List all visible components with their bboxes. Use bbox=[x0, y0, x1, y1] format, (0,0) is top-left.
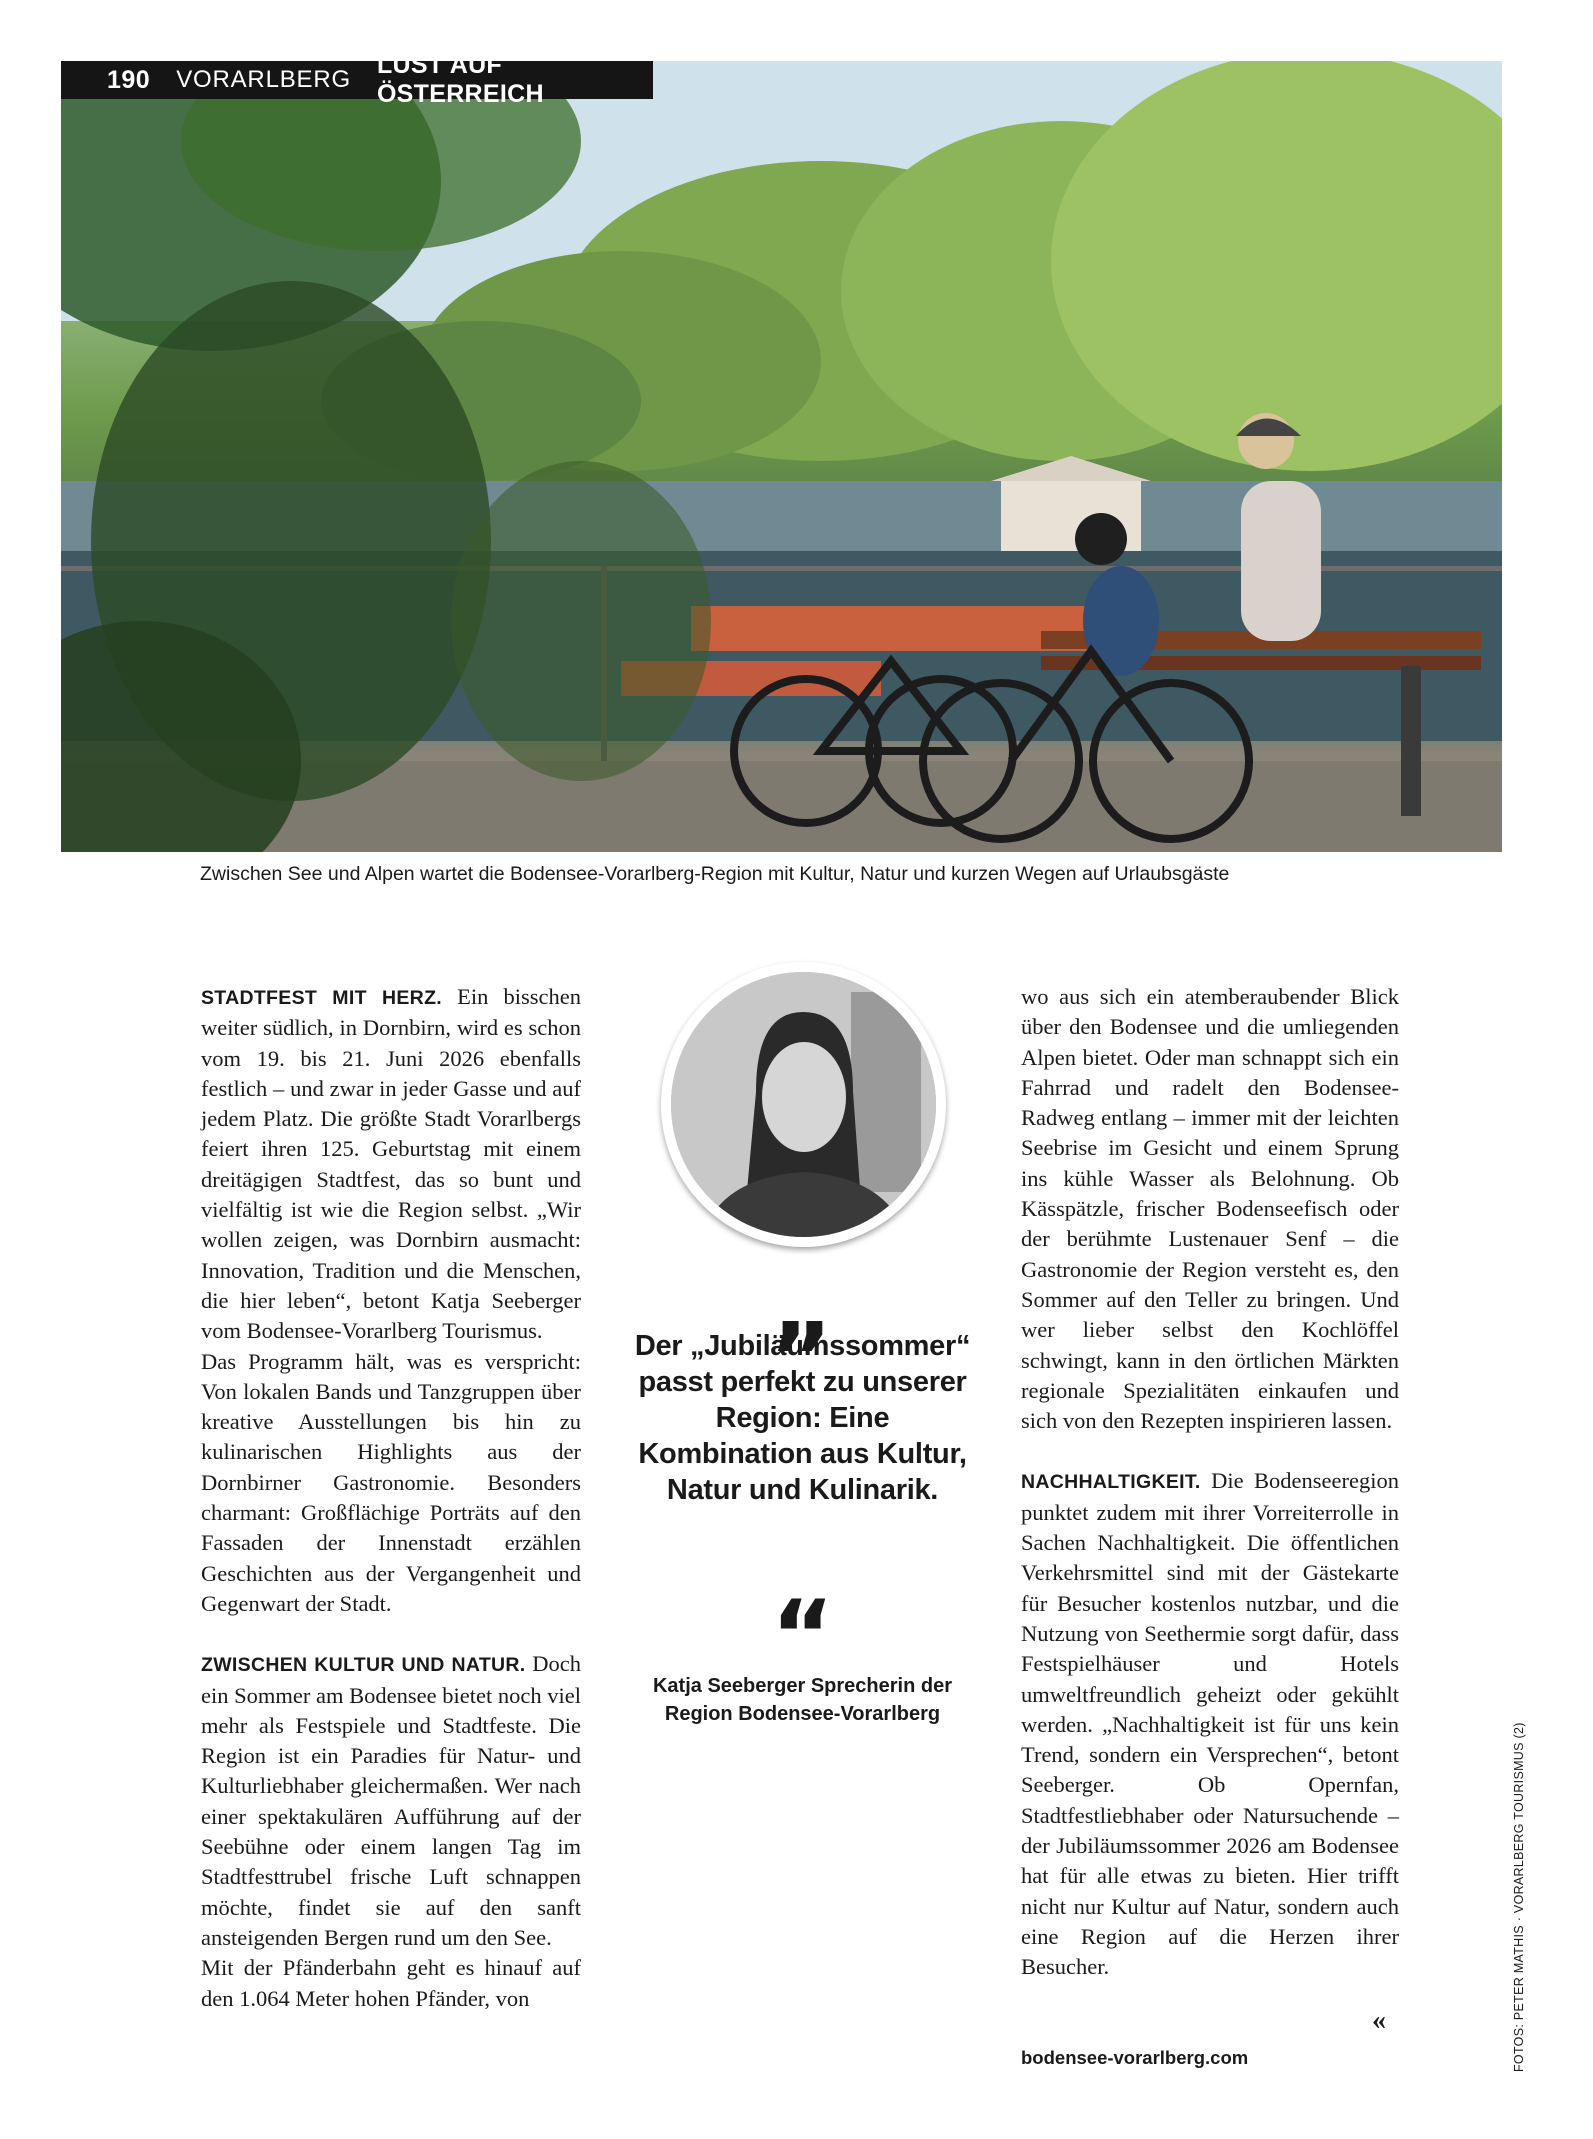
photo-credit: FOTOS: PETER MATHIS · VORARLBERG TOURISMUS (2) bbox=[1512, 1722, 1526, 2072]
paragraph bbox=[1021, 982, 1399, 1436]
photo-caption: Zwischen See und Alpen wartet die Bodensee-Vorarlberg-Region mit Kultur, Natur und kurzen Wegen auf Urlaubsgäste bbox=[200, 863, 1230, 885]
paragraph bbox=[1021, 1466, 1399, 1982]
paragraph-text: Doch ein Sommer am Bodensee bietet noch viel mehr als Festspiele und Stadtfeste. Die Region ist ein Paradies für Natur- und Kulturliebhaber gleichermaßen. Wer nach einer spektakulären Aufführung auf der Seebühne oder einem langen Tag im Stadtfesttrubel frische Luft schnappen möchte, findet sie auf den sanft ansteigenden Bergen rund um den See. bbox=[201, 1651, 581, 1950]
paragraph-lead: ZWISCHEN KULTUR UND NATUR. bbox=[201, 1654, 526, 1677]
portrait-illustration bbox=[671, 972, 936, 1237]
paragraph-text: Die Bodenseeregion punktet zudem mit ihrer Vorreiterrolle in Sachen Nachhaltigkeit. Die öffentlichen Verkehrsmittel sind mit der Gästekarte für Besucher kostenlos nutzbar, und die Nutzung von Seethermie sorgt dafür, dass Festspielhäuser und Hotels umweltfreundlich geheizt oder gekühlt werden. „Nachhaltigkeit ist für uns kein Trend, sondern ein Versprechen“, betont Seeberger. Ob Opernfan, Stadtfestliebhaber oder Natursuchende – der Jubiläumssommer 2026 am Bodensee hat für alle etwas zu bieten. Hier trifft nicht nur Kultur auf Natur, sondern auch eine Region auf die Herzen ihrer Besucher. bbox=[1021, 1468, 1399, 1980]
paragraph bbox=[201, 982, 581, 1347]
portrait-frame bbox=[661, 962, 946, 1247]
section-name: VORARLBERG bbox=[176, 66, 351, 93]
page-number: 190 bbox=[107, 65, 151, 94]
article-end-mark: « bbox=[1372, 2005, 1386, 2036]
paragraph bbox=[201, 1347, 581, 1620]
paragraph-text: Das Programm hält, was es verspricht: Von lokalen Bands und Tanzgruppen über kreative Ausstellungen bis hin zu kulinarischen Highlights aus der Dornbirner Gastronomie. Besonders charmant: Großflächige Porträts auf den Fassaden der Innenstadt erzählen Geschichten aus der Vergangenheit und Gegenwart der Stadt. bbox=[201, 1348, 581, 1616]
paragraph bbox=[201, 1953, 581, 2014]
article-left-column bbox=[201, 982, 581, 2014]
quote-close-mark: “ bbox=[770, 1580, 835, 1692]
quote-open-mark: „ bbox=[770, 1250, 835, 1362]
magazine-title: LUST AUF ÖSTERREICH bbox=[376, 51, 544, 108]
paragraph-text: Ein bisschen weiter südlich, in Dornbirn, wird es schon vom 19. bis 21. Juni 2026 ebenfalls festlich – und zwar in jeder Gasse und auf jedem Platz. Die größte Stadt Vorarlbergs feiert ihren 125. Geburtstag mit einem dreitägigen Stadtfest, das so bunt und vielfältig ist wie die Region selbst. „Wir wollen zeigen, was Dornbirn ausmacht: Innovation, Tradition und die Menschen, die hier leben“, betont Katja Seeberger vom Bodensee-Vorarlberg Tourismus. bbox=[201, 984, 581, 1344]
paragraph-lead: NACHHALTIGKEIT. bbox=[1021, 1471, 1201, 1494]
paragraph bbox=[201, 1649, 581, 1953]
hero-photo-illustration bbox=[61, 61, 1502, 852]
hero-photo bbox=[61, 61, 1502, 852]
page-header bbox=[61, 51, 653, 108]
portrait-photo bbox=[671, 972, 936, 1237]
pull-quote-text: Der „Jubiläumssommer“ passt perfekt zu unserer Region: Eine Kombination aus Kultur, Natur und Kulinarik. bbox=[634, 1330, 971, 1506]
paragraph-text: wo aus sich ein atemberaubender Blick über den Bodensee und die umliegenden Alpen bietet. Oder man schnappt sich ein Fahrrad und radelt den Bodensee-Radweg entlang – immer mit der leichten Seebrise im Gesicht und einem Sprung ins kühle Wasser als Belohnung. Ob Kässpätzle, frischer Bodenseefisch oder der berühmte Lustenauer Senf – die Gastronomie der Region versteht es, den Sommer auf den Teller zu bringen. Und wer lieber selbst den Kochlöffel schwingt, kann in den örtlichen Märkten regionale Spezialitäten einkaufen und sich von den Rezepten inspirieren lassen. bbox=[1021, 984, 1399, 1434]
website-link[interactable]: bodensee-vorarlberg.com bbox=[1021, 2047, 1249, 2068]
pull-quote-attribution: Katja Seeberger Sprecherin der Region Bodensee-Vorarlberg bbox=[652, 1675, 952, 1725]
paragraph-text: Mit der Pfänderbahn geht es hinauf auf den 1.064 Meter hohen Pfänder, von bbox=[201, 1955, 581, 2011]
paragraph-lead: STADTFEST MIT HERZ. bbox=[201, 987, 442, 1009]
article-right-column bbox=[1021, 982, 1399, 1983]
